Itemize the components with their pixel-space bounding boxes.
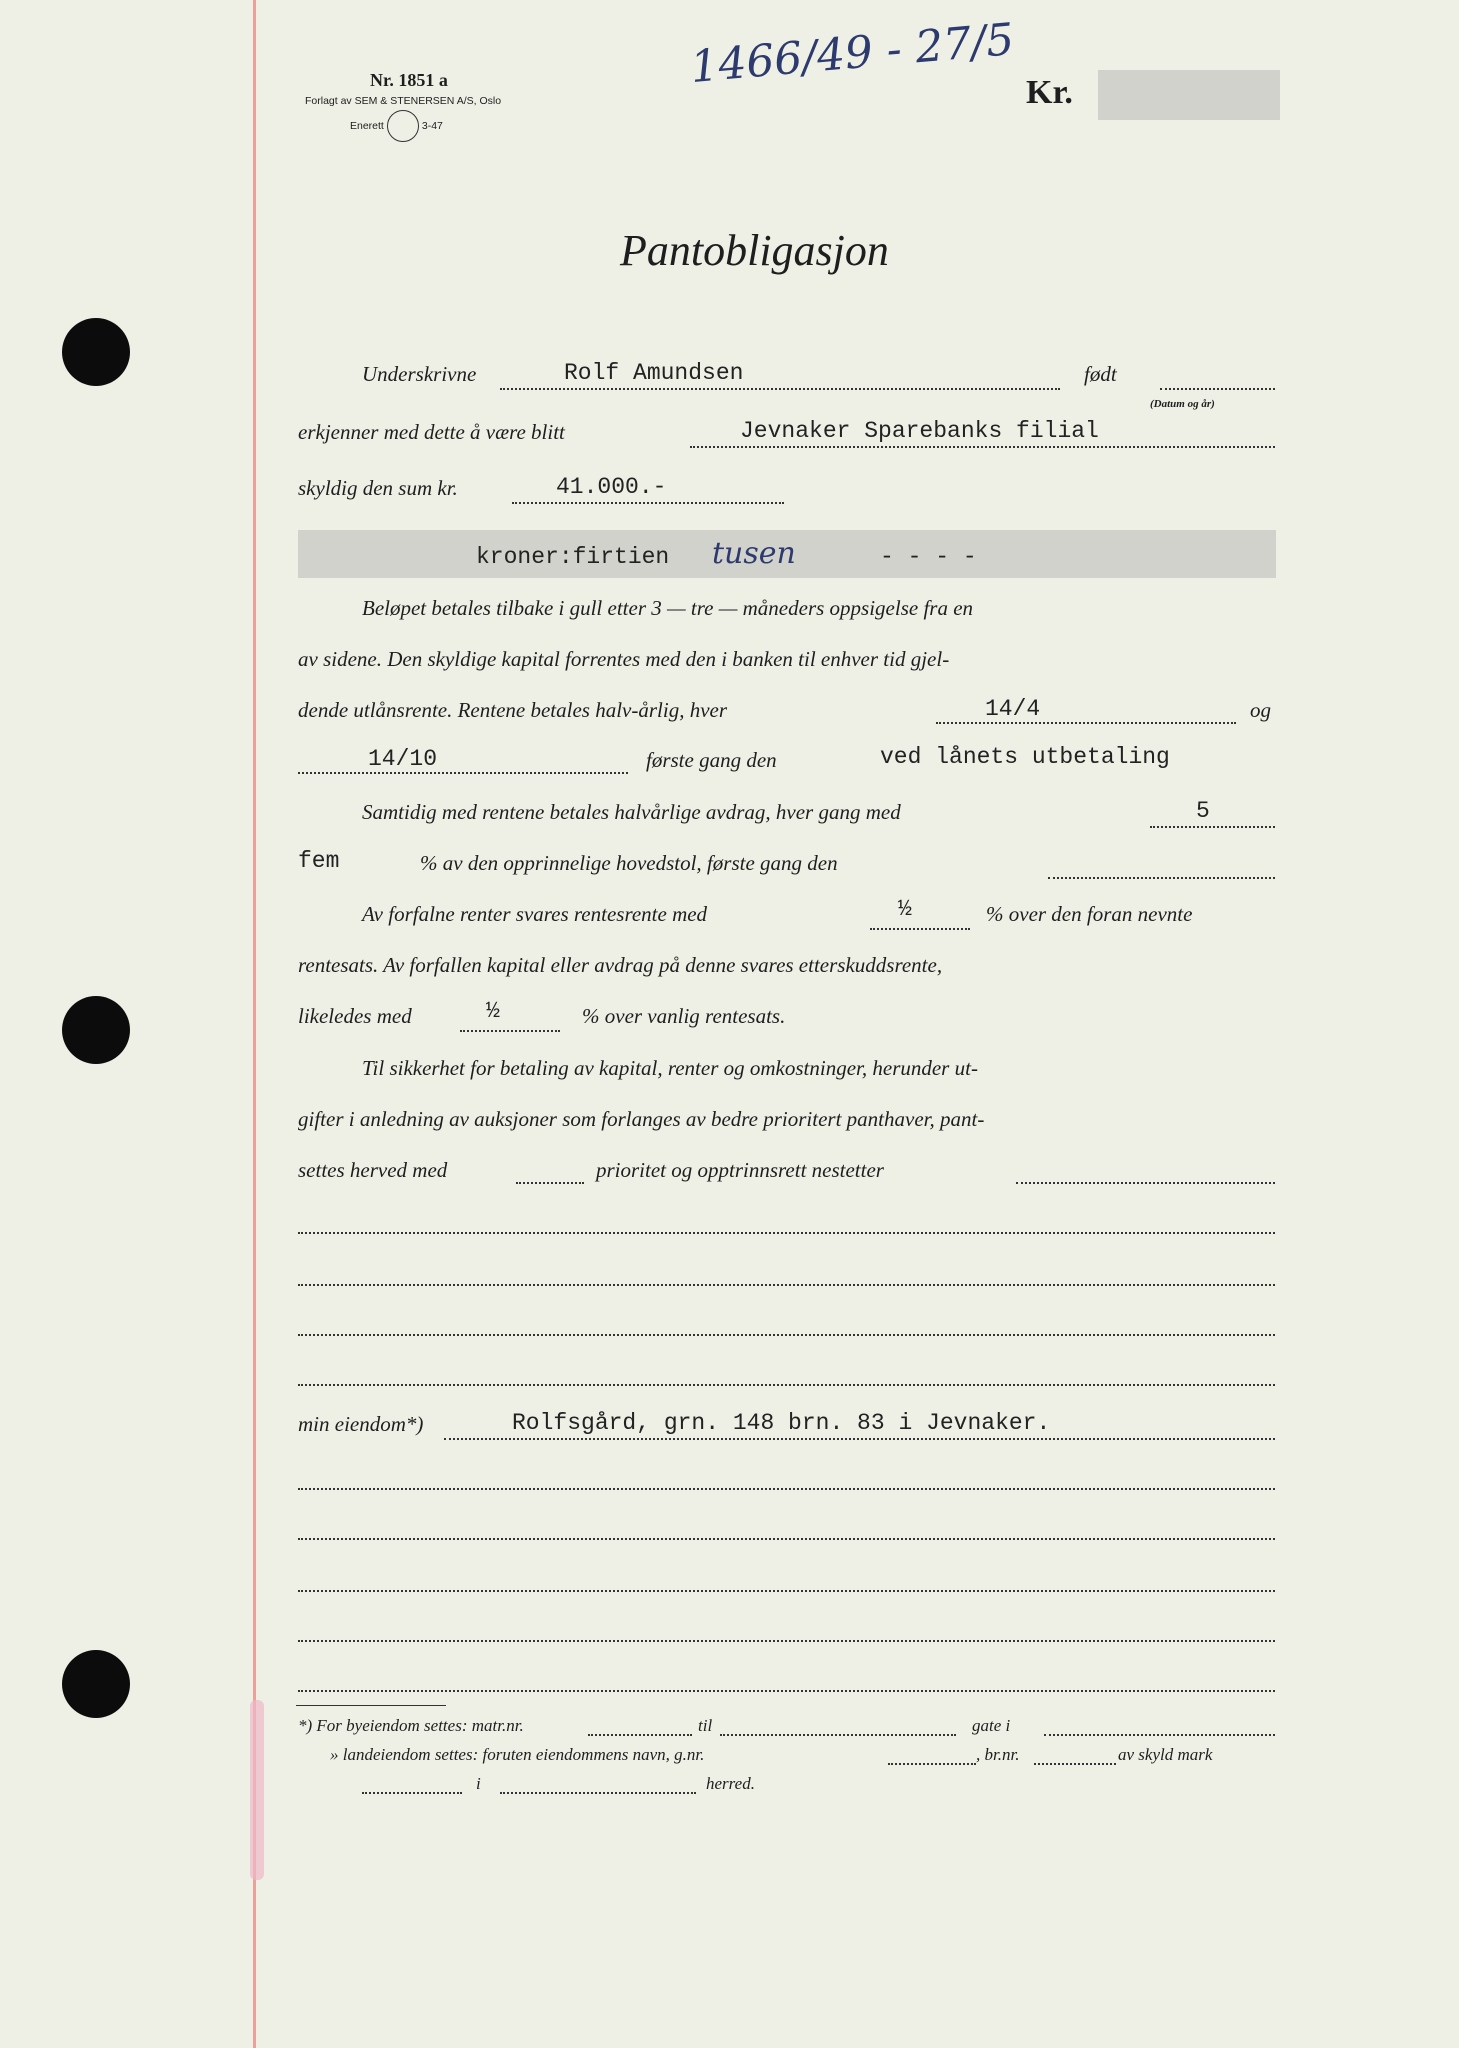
overdue-dotline bbox=[870, 928, 970, 930]
principal-line: % av den opprinnelige hovedstol, første gang den bbox=[420, 851, 838, 875]
blank-line-4 bbox=[298, 1384, 1275, 1386]
interest-date-1: 14/4 bbox=[985, 696, 1041, 722]
late-rate-percent: ½ bbox=[486, 998, 500, 1024]
footnote-dotline-5 bbox=[1034, 1763, 1116, 1765]
margin-smudge bbox=[250, 1700, 264, 1880]
security-dotline-a bbox=[1016, 1182, 1275, 1184]
blank-line-9 bbox=[298, 1690, 1275, 1692]
first-time-value: ved lånets utbetaling bbox=[880, 744, 1170, 770]
principal-dotline bbox=[1048, 877, 1275, 879]
blank-line-2 bbox=[298, 1284, 1275, 1286]
form-code: 3-47 bbox=[421, 119, 443, 132]
punch-hole-bottom bbox=[62, 1650, 130, 1718]
punch-hole-middle bbox=[62, 996, 130, 1064]
terms-and: og bbox=[1250, 698, 1271, 722]
installment-line: Samtidig med rentene betales halvårlige avdrag, hver gang med bbox=[362, 800, 901, 824]
property-label: min eiendom*) bbox=[298, 1412, 424, 1436]
terms-line-2: av sidene. Den skyldige kapital forrentes med den i banken til enhver tid gjel- bbox=[298, 647, 950, 671]
installment-dotline bbox=[1150, 826, 1275, 828]
overdue-interest-suffix: % over den foran nevnte bbox=[986, 902, 1193, 926]
creditor-label: erkjenner med dette å være blitt bbox=[298, 420, 565, 444]
late-rate-label: likeledes med bbox=[298, 1004, 412, 1028]
property-value: Rolfsgård, grn. 148 brn. 83 i Jevnaker. bbox=[512, 1410, 1051, 1436]
handwritten-reference: 1466/49 - 27/5 bbox=[688, 13, 1017, 94]
footnote-dotline-7 bbox=[500, 1792, 696, 1794]
footnote-dotline-3 bbox=[1044, 1734, 1275, 1736]
footnote-rule bbox=[296, 1705, 446, 1706]
sum-amount: 41.000.- bbox=[556, 474, 667, 500]
sum-label: skyldig den sum kr. bbox=[298, 476, 458, 500]
page-title: Pantobligasjon bbox=[620, 226, 889, 275]
born-label: født bbox=[1084, 362, 1117, 386]
blank-line-1 bbox=[298, 1232, 1275, 1234]
overdue-interest-line: Av forfalne renter svares rentesrente med bbox=[362, 902, 708, 926]
publisher-stamp-icon bbox=[387, 110, 419, 142]
footnote-line-2c: av skyld mark bbox=[1118, 1745, 1213, 1764]
born-hint: (Datum og år) bbox=[1150, 398, 1215, 410]
publisher-line: Forlagt av SEM & STENERSEN A/S, Oslo bbox=[305, 95, 502, 107]
debtor-label: Underskrivne bbox=[362, 362, 477, 386]
blank-line-8 bbox=[298, 1640, 1275, 1642]
security-line-1: Til sikkerhet for betaling av kapital, renter og omkostninger, herunder ut- bbox=[362, 1056, 978, 1080]
amount-label: Kr. bbox=[1026, 74, 1073, 111]
overdue-percent: ½ bbox=[898, 896, 912, 922]
footnote-line-2b: , br.nr. bbox=[976, 1745, 1020, 1764]
date1-dotline bbox=[936, 722, 1236, 724]
footnote-line-3b: herred. bbox=[706, 1774, 755, 1793]
terms-line-3: dende utlånsrente. Rentene betales halv-årlig, hver bbox=[298, 698, 728, 722]
security-line-3: settes herved med bbox=[298, 1158, 448, 1182]
property-dotline bbox=[444, 1438, 1275, 1440]
rights-line bbox=[350, 110, 443, 142]
form-number: Nr. 1851 a bbox=[370, 70, 448, 90]
debtor-name: Rolf Amundsen bbox=[564, 360, 744, 386]
born-dotline bbox=[1160, 388, 1275, 390]
footnote-line-2a: » landeiendom settes: foruten eiendommens navn, g.nr. bbox=[330, 1745, 705, 1764]
priority-dotline bbox=[516, 1182, 584, 1184]
amount-box bbox=[1098, 70, 1280, 120]
late-rate-dotline bbox=[460, 1030, 560, 1032]
security-line-2: gifter i anledning av auksjoner som forlanges av bedre prioritert panthaver, pant- bbox=[298, 1107, 985, 1131]
blank-line-5 bbox=[298, 1488, 1275, 1490]
date2-dotline bbox=[298, 772, 628, 774]
priority-text: prioritet og opptrinnsrett nestetter bbox=[596, 1158, 884, 1182]
footnote-dotline-1 bbox=[588, 1734, 692, 1736]
rights-text: Enerett bbox=[350, 119, 384, 132]
footnote-dotline-6 bbox=[362, 1792, 462, 1794]
footnote-line-3a: i bbox=[476, 1774, 481, 1793]
blank-line-6 bbox=[298, 1538, 1275, 1540]
sum-words-handwritten: tusen bbox=[712, 536, 796, 571]
interest-date-2: 14/10 bbox=[368, 746, 438, 772]
footnote-line-1b: til bbox=[698, 1716, 713, 1735]
footnote-dotline-2 bbox=[720, 1734, 956, 1736]
sum-dotline bbox=[512, 502, 784, 504]
sum-words-dashes: - - - - bbox=[880, 544, 977, 570]
creditor-name: Jevnaker Sparebanks filial bbox=[740, 418, 1099, 444]
footnote-line-1a: *) For byeiendom settes: matr.nr. bbox=[298, 1716, 524, 1735]
footnote-dotline-4 bbox=[888, 1763, 976, 1765]
installment-word: fem bbox=[298, 848, 340, 874]
late-rate-suffix: % over vanlig rentesats. bbox=[582, 1004, 786, 1028]
footnote-line-1c: gate i bbox=[972, 1716, 1011, 1735]
first-time-label: første gang den bbox=[646, 748, 777, 772]
debtor-dotline bbox=[500, 388, 1060, 390]
blank-line-7 bbox=[298, 1590, 1275, 1592]
terms-line-1: Beløpet betales tilbake i gull etter 3 — tre — måneders oppsigelse fra en bbox=[362, 596, 974, 620]
sum-words-typed: kroner:firtien bbox=[476, 544, 670, 570]
creditor-dotline bbox=[690, 446, 1275, 448]
installment-percent: 5 bbox=[1196, 798, 1210, 824]
blank-line-3 bbox=[298, 1334, 1275, 1336]
punch-hole-top bbox=[62, 318, 130, 386]
late-interest-line: rentesats. Av forfallen kapital eller avdrag på denne svares etterskuddsrente, bbox=[298, 953, 943, 977]
